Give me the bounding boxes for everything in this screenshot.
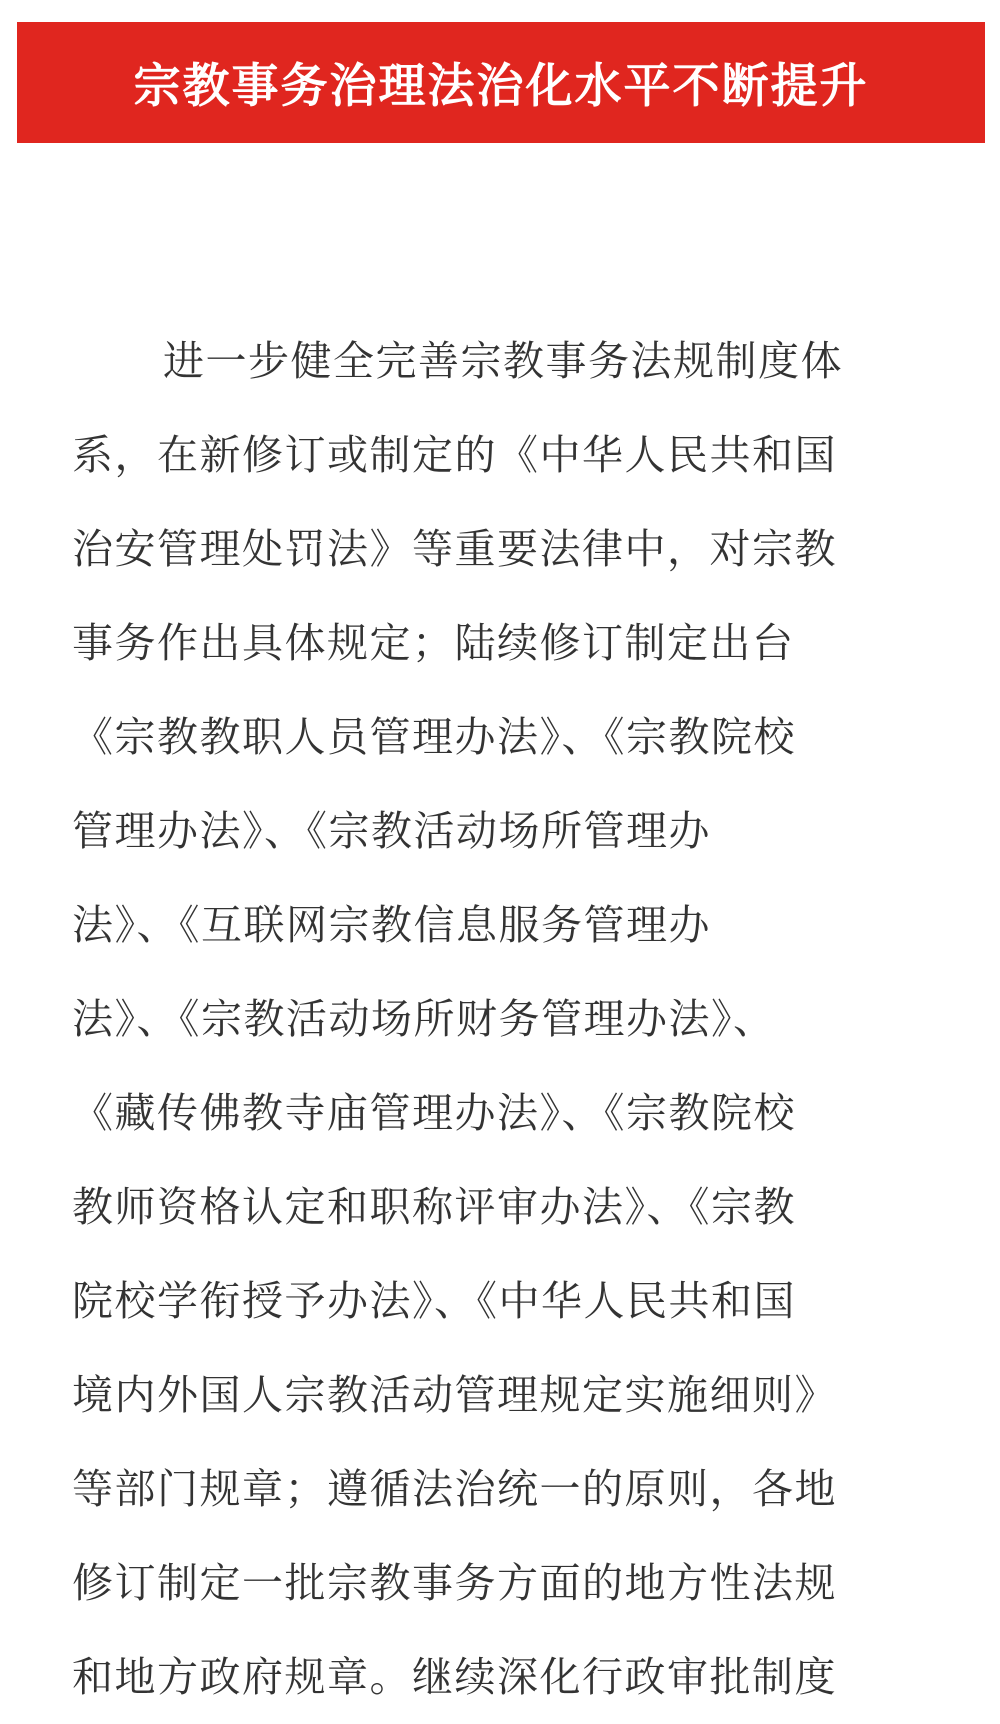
paragraph-line: 系，在新修订或制定的《中华人民共和国 — [72, 431, 837, 479]
title-banner — [17, 22, 985, 143]
paragraph-line: 《藏传佛教寺庙管理办法》、《宗教院校 — [72, 1089, 796, 1137]
paragraph-line: 事务作出具体规定；陆续修订制定出台 — [72, 619, 795, 667]
paragraph-line: 法》、《互联网宗教信息服务管理办 — [72, 901, 711, 949]
paragraph-line: 教师资格认定和职称评审办法》、《宗教 — [72, 1183, 796, 1231]
paragraph-line: 管理办法》、《宗教活动场所管理办 — [72, 807, 711, 855]
paragraph-line: 治安管理处罚法》等重要法律中，对宗教 — [72, 525, 837, 573]
paragraph-line: 境内外国人宗教活动管理规定实施细则》 — [72, 1371, 837, 1419]
paragraph-line: 《宗教教职人员管理办法》、《宗教院校 — [72, 713, 796, 761]
paragraph-line: 和地方政府规章。继续深化行政审批制度 — [72, 1653, 837, 1701]
paragraph-line: 修订制定一批宗教事务方面的地方性法规 — [72, 1559, 837, 1607]
paragraph-line: 院校学衔授予办法》、《中华人民共和国 — [72, 1277, 796, 1325]
article-body — [72, 314, 932, 1724]
paragraph-line: 等部门规章；遵循法治统一的原则，各地 — [72, 1465, 837, 1513]
banner-title: 宗教事务治理法治化水平不断提升 — [133, 59, 869, 114]
paragraph-line: 法》、《宗教活动场所财务管理办法》、 — [72, 995, 776, 1043]
paragraph-line: 进一步健全完善宗教事务法规制度体 — [163, 337, 843, 385]
